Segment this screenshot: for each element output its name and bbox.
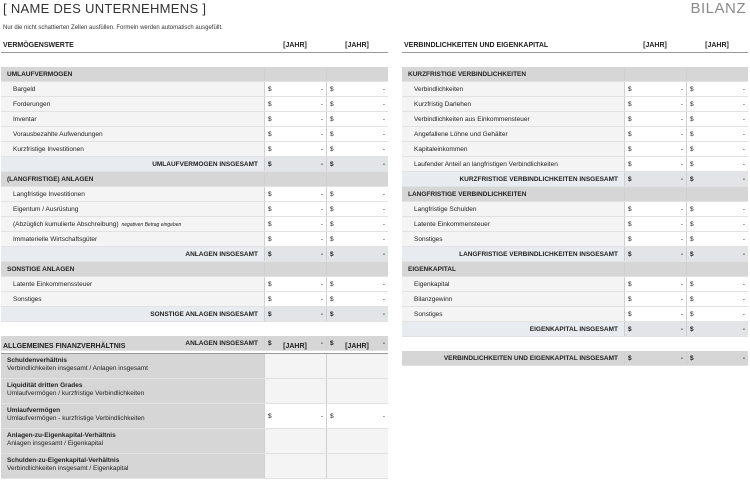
- amount-cell: [686, 67, 748, 81]
- amount-cell[interactable]: $ -: [624, 97, 686, 111]
- amount-cell[interactable]: $ -: [326, 82, 388, 96]
- amount-cell[interactable]: $ -: [686, 307, 748, 321]
- line-item-label: Eigentum / Ausrüstung: [13, 205, 79, 213]
- section-header: [1, 172, 388, 187]
- amount-cell[interactable]: $ -: [686, 112, 748, 126]
- amount-cell[interactable]: $ -: [624, 292, 686, 306]
- amount-cell: $ -: [624, 172, 686, 186]
- section-total-label: ANLAGEN INSGESAMT: [185, 250, 258, 258]
- section-header-label: LANGFRISTIGE VERBINDLICHKEITEN: [408, 190, 527, 198]
- amount-cell[interactable]: $ -: [624, 277, 686, 291]
- amount-cell[interactable]: $ -: [686, 127, 748, 141]
- section-header: [402, 187, 748, 202]
- ratio-row: [1, 454, 388, 479]
- line-item-label: Bilanzgewinn: [414, 295, 453, 303]
- amount-cell: $ -: [264, 307, 326, 321]
- section-header: [402, 67, 748, 82]
- amount-cell: $ -: [686, 322, 748, 336]
- amount-cell: [326, 67, 388, 81]
- line-item: [402, 82, 748, 97]
- section-total-label: UMLAUFVERMÖGEN INSGESAMT: [152, 160, 258, 168]
- ratio-row: [1, 379, 388, 404]
- line-item: [1, 187, 388, 202]
- ratio-label: Schulden-zu-Eigenkapital-Verhältnis Verbindlichkeiten insgesamt / Eigenkapital: [1, 454, 264, 478]
- line-item-label: Bargeld: [13, 85, 36, 93]
- amount-cell: [326, 429, 388, 453]
- amount-cell: [264, 454, 326, 478]
- amount-cell: [264, 354, 326, 378]
- year-1-header: [JAHR]: [283, 41, 307, 49]
- amount-cell: [686, 262, 748, 276]
- amount-cell: $ -: [326, 404, 388, 428]
- line-item-label: Verbindlichkeiten aus Einkommensteuer: [414, 115, 530, 123]
- year-1-header: [JAHR]: [283, 342, 307, 350]
- line-item: [402, 202, 748, 217]
- line-item: [1, 277, 388, 292]
- amount-cell[interactable]: $ -: [264, 292, 326, 306]
- line-item-label: Sonstiges: [414, 310, 443, 318]
- line-item-label: Latente Einkommensteuer: [414, 220, 490, 228]
- line-item: [402, 157, 748, 172]
- line-item: [402, 127, 748, 142]
- amount-cell: $ -: [624, 351, 686, 365]
- section-header: [1, 67, 388, 82]
- amount-cell[interactable]: $ -: [264, 277, 326, 291]
- amount-cell[interactable]: $ -: [326, 127, 388, 141]
- line-item: [1, 202, 388, 217]
- line-item-label: Langfristige Schulden: [414, 205, 477, 213]
- amount-cell[interactable]: $ -: [264, 97, 326, 111]
- line-item-label: Eigenkapital: [414, 280, 450, 288]
- section-total: [1, 307, 388, 322]
- ratio-row: [1, 404, 388, 429]
- amount-cell[interactable]: $ -: [624, 157, 686, 171]
- ratio-label: Schuldenverhältnis Verbindlichkeiten insgesamt / Anlagen insgesamt: [1, 354, 264, 378]
- amount-cell[interactable]: $ -: [624, 217, 686, 231]
- section-total-label: EIGENKAPITAL INSGESAMT: [529, 325, 618, 333]
- line-item: [402, 307, 748, 322]
- liabilities-grand-total-label: VERBINDLICHKEITEN UND EIGENKAPITAL INSGESAMT: [443, 354, 618, 362]
- amount-cell[interactable]: $ -: [624, 82, 686, 96]
- line-item: [1, 232, 388, 247]
- section-total: [1, 247, 388, 262]
- amount-cell[interactable]: $ -: [264, 82, 326, 96]
- line-item-label: Sonstiges: [414, 235, 443, 243]
- amount-cell[interactable]: $ -: [686, 157, 748, 171]
- amount-cell: [624, 187, 686, 201]
- company-name: [ NAME DES UNTERNEHMENS ]: [3, 1, 207, 16]
- amount-cell[interactable]: $ -: [264, 217, 326, 231]
- line-item: [1, 217, 388, 232]
- amount-cell[interactable]: $ -: [686, 142, 748, 156]
- section-header: [402, 262, 748, 277]
- amount-cell[interactable]: $ -: [326, 112, 388, 126]
- line-item: [1, 142, 388, 157]
- section-total: [1, 157, 388, 172]
- line-item-label: Inventar: [13, 115, 37, 123]
- line-item-label: Verbindlichkeiten: [414, 85, 464, 93]
- year-1-header: [JAHR]: [643, 41, 667, 49]
- ratio-label: Anlagen-zu-Eigenkapital-Verhältnis Anlagen insgesamt / Eigenkapital: [1, 429, 264, 453]
- amount-cell: [264, 379, 326, 403]
- amount-cell[interactable]: $ -: [686, 232, 748, 246]
- amount-cell[interactable]: $ -: [264, 202, 326, 216]
- line-item-label: Immaterielle Wirtschaftsgüter: [13, 235, 98, 243]
- line-item-label: (Abzüglich kumulierte Abschreibung) negativen Betrag eingeben: [13, 220, 182, 228]
- amount-cell: $ -: [624, 247, 686, 261]
- amount-cell[interactable]: $ -: [264, 232, 326, 246]
- section-total: [402, 247, 748, 262]
- amount-cell: [686, 187, 748, 201]
- section-header-label: (LANGFRISTIGE) ANLAGEN: [7, 175, 94, 183]
- line-item-label: Angefallene Löhne und Gehälter: [414, 130, 508, 138]
- amount-cell[interactable]: $ -: [264, 112, 326, 126]
- section-header-label: EIGENKAPITAL: [408, 265, 456, 273]
- amount-cell[interactable]: $ -: [686, 202, 748, 216]
- line-item-label: Laufender Anteil an langfristigen Verbindlichkeiten: [414, 160, 558, 168]
- amount-cell[interactable]: $ -: [326, 97, 388, 111]
- line-item-label: Kurzfristig Darlehen: [414, 100, 472, 108]
- year-2-header: [JAHR]: [345, 41, 369, 49]
- line-item: [402, 217, 748, 232]
- amount-cell: $ -: [686, 247, 748, 261]
- amount-cell[interactable]: $ -: [326, 202, 388, 216]
- line-item: [402, 112, 748, 127]
- liabilities-grand-total: [402, 351, 748, 366]
- amount-cell[interactable]: $ -: [686, 292, 748, 306]
- ratio-row: [1, 354, 388, 379]
- line-item: [402, 292, 748, 307]
- amount-cell: $ -: [264, 336, 326, 350]
- amount-cell[interactable]: $ -: [326, 292, 388, 306]
- amount-cell[interactable]: $ -: [686, 217, 748, 231]
- section-header-label: KURZFRISTIGE VERBINDLICHKEITEN: [408, 70, 527, 78]
- ratios-header: ALLGEMEINES FINANZVERHÄLTNIS [JAHR] [JAHR]: [1, 339, 388, 354]
- line-item-label: Kurzfristige Investitionen: [13, 145, 84, 153]
- amount-cell[interactable]: $ -: [264, 127, 326, 141]
- line-item: [1, 82, 388, 97]
- amount-cell: [326, 379, 388, 403]
- amount-cell: $ -: [326, 307, 388, 321]
- line-item: [402, 277, 748, 292]
- section-header: [1, 262, 388, 277]
- section-total-label: SONSTIGE ANLAGEN INSGESAMT: [150, 310, 258, 318]
- section-total-label: LANGFRISTIGE VERBINDLICHKEITEN INSGESAMT: [459, 250, 618, 258]
- amount-cell[interactable]: $ -: [686, 82, 748, 96]
- amount-cell[interactable]: $ -: [624, 202, 686, 216]
- assets-header: VERMÖGENSWERTE [JAHR] [JAHR]: [1, 38, 388, 53]
- amount-cell[interactable]: $ -: [624, 142, 686, 156]
- amount-cell[interactable]: $ -: [264, 187, 326, 201]
- amount-cell: $ -: [326, 336, 388, 350]
- liabilities-table: [402, 38, 748, 366]
- amount-cell: $ -: [326, 157, 388, 171]
- amount-cell[interactable]: $ -: [624, 307, 686, 321]
- amount-cell[interactable]: $ -: [326, 142, 388, 156]
- amount-cell: [264, 429, 326, 453]
- line-item-label: Vorausbezahlte Aufwendungen: [13, 130, 103, 138]
- line-item: [1, 112, 388, 127]
- line-item: [1, 292, 388, 307]
- line-item: [1, 97, 388, 112]
- negative-hint: negativen Betrag eingeben: [121, 221, 182, 228]
- amount-cell: [326, 172, 388, 186]
- amount-cell: [264, 262, 326, 276]
- amount-cell: [264, 172, 326, 186]
- line-item: [402, 97, 748, 112]
- amount-cell[interactable]: $ -: [686, 277, 748, 291]
- amount-cell: $ -: [264, 247, 326, 261]
- line-item-label: Langfristige Investitionen: [13, 190, 85, 198]
- amount-cell: [326, 454, 388, 478]
- section-total-label: KURZFRISTIGE VERBINDLICHKEITEN INSGESAMT: [459, 175, 618, 183]
- line-item-label: Sonstiges: [13, 295, 42, 303]
- amount-cell: $ -: [264, 404, 326, 428]
- amount-cell[interactable]: $ -: [686, 97, 748, 111]
- amount-cell: [326, 354, 388, 378]
- amount-cell: [624, 262, 686, 276]
- amount-cell[interactable]: $ -: [326, 277, 388, 291]
- amount-cell: $ -: [624, 322, 686, 336]
- amount-cell[interactable]: $ -: [326, 187, 388, 201]
- amount-cell[interactable]: $ -: [264, 142, 326, 156]
- line-item-label: Latente Einkommenssteuer: [13, 280, 93, 288]
- instruction-note: Nur die nicht schattierten Zellen ausfüllen. Formeln werden automatisch ausgefüllt.: [3, 25, 223, 31]
- amount-cell: [264, 67, 326, 81]
- amount-cell[interactable]: $ -: [326, 232, 388, 246]
- ratio-label: Liquidität dritten Grades Umlaufvermögen / kurzfristige Verbindlichkeiten: [1, 379, 264, 403]
- amount-cell: $ -: [264, 157, 326, 171]
- amount-cell[interactable]: $ -: [326, 217, 388, 231]
- year-2-header: [JAHR]: [345, 342, 369, 350]
- line-item: [1, 127, 388, 142]
- year-2-header: [JAHR]: [705, 41, 729, 49]
- amount-cell[interactable]: $ -: [624, 127, 686, 141]
- ratios-table: [1, 339, 388, 479]
- ratio-label: Umlaufvermögen Umlaufvermögen - kurzfristige Verbindlichkeiten: [1, 404, 264, 428]
- amount-cell: $ -: [326, 247, 388, 261]
- assets-grand-total-label: ANLAGEN INSGESAMT: [185, 339, 258, 347]
- line-item: [402, 142, 748, 157]
- amount-cell: [326, 262, 388, 276]
- assets-table: [1, 38, 388, 351]
- section-header-label: SONSTIGE ANLAGEN: [7, 265, 75, 273]
- line-item: [402, 232, 748, 247]
- amount-cell: [624, 67, 686, 81]
- section-total: [402, 172, 748, 187]
- amount-cell: $ -: [686, 172, 748, 186]
- document-title: BILANZ: [690, 0, 746, 17]
- amount-cell[interactable]: $ -: [624, 112, 686, 126]
- section-total: [402, 322, 748, 337]
- ratio-row: [1, 429, 388, 454]
- amount-cell: $ -: [686, 351, 748, 365]
- liabilities-header: VERBINDLICHKEITEN UND EIGENKAPITAL [JAHR] [JAHR]: [402, 38, 748, 53]
- line-item-label: Kapitaleinkommen: [414, 145, 468, 153]
- line-item-label: Forderungen: [13, 100, 51, 108]
- section-header-label: UMLAUFVERMÖGEN: [7, 70, 73, 78]
- amount-cell[interactable]: $ -: [624, 232, 686, 246]
